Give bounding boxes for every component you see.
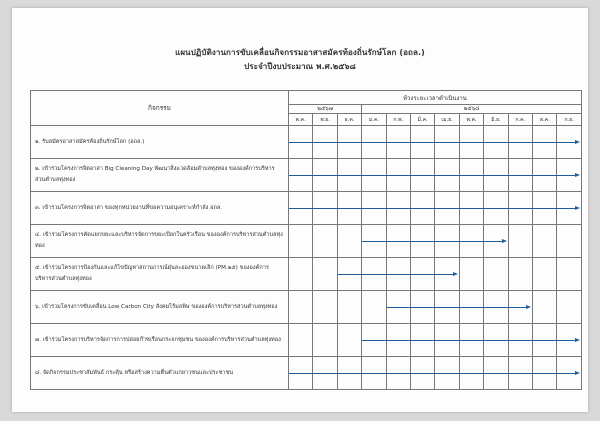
month-cell [337, 159, 361, 192]
month-cell [362, 291, 386, 324]
month-cell [557, 225, 582, 258]
month-cell [362, 225, 386, 258]
month-cell [484, 225, 508, 258]
year-header: ๒๕๖๘ [362, 105, 582, 114]
month-header: มิ.ย. [484, 114, 508, 126]
month-cell [386, 126, 410, 159]
month-cell [508, 159, 532, 192]
month-cell [508, 258, 532, 291]
activity-label: ๖. เข้าร่วมโครงการขับเคลื่อน Low Carbon City สังคมไร้มลพิษ ขององค์การบริหารส่วนตำบลทุ่งทอง [31, 291, 289, 324]
month-cell [386, 225, 410, 258]
table-row [31, 126, 582, 159]
period-header: ห้วงระยะเวลาดำเนินงาน [289, 91, 582, 105]
month-cell [411, 258, 435, 291]
month-cell [289, 159, 313, 192]
month-cell [435, 225, 459, 258]
document-page [12, 8, 588, 412]
month-cell [337, 291, 361, 324]
month-cell [337, 324, 361, 357]
year-header: ๒๕๖๗ [289, 105, 362, 114]
month-cell [289, 225, 313, 258]
month-cell [557, 258, 582, 291]
month-cell [435, 357, 459, 390]
month-cell [459, 126, 483, 159]
month-header: ต.ค. [289, 114, 313, 126]
month-cell [557, 291, 582, 324]
month-cell [313, 291, 337, 324]
month-cell [362, 159, 386, 192]
month-cell [484, 357, 508, 390]
month-header: ส.ค. [533, 114, 557, 126]
month-cell [484, 324, 508, 357]
month-cell [484, 258, 508, 291]
month-cell [313, 192, 337, 225]
month-cell [386, 291, 410, 324]
month-cell [411, 159, 435, 192]
month-cell [313, 258, 337, 291]
month-cell [411, 225, 435, 258]
month-cell [508, 225, 532, 258]
month-cell [533, 357, 557, 390]
page-title: แผนปฏิบัติงานการขับเคลื่อนกิจกรรมอาสาสมัครท้องถิ่นรักษ์โลก (อถล.) [175, 48, 425, 57]
month-cell [435, 192, 459, 225]
month-cell [533, 324, 557, 357]
activity-label: ๑. รับสมัครอาสาสมัครท้องถิ่นรักษ์โลก (อถล.) [31, 126, 289, 159]
table-row [31, 324, 582, 357]
month-cell [557, 357, 582, 390]
month-header: มี.ค. [411, 114, 435, 126]
month-cell [362, 192, 386, 225]
month-cell [508, 291, 532, 324]
month-header: ม.ค. [362, 114, 386, 126]
month-cell [533, 126, 557, 159]
month-cell [484, 126, 508, 159]
month-cell [557, 324, 582, 357]
month-header: เม.ย. [435, 114, 459, 126]
activity-header: กิจกรรม [31, 91, 289, 126]
month-cell [411, 291, 435, 324]
month-cell [362, 324, 386, 357]
month-cell [435, 258, 459, 291]
month-cell [557, 126, 582, 159]
month-cell [386, 258, 410, 291]
month-cell [533, 225, 557, 258]
activity-label: ๓. เข้าร่วมโครงการจิตอาสา ของทุกหน่วยงานที่ขอความอนุเคราะห์กำลัง อถล. [31, 192, 289, 225]
month-cell [459, 324, 483, 357]
month-cell [337, 126, 361, 159]
month-header: ก.ย. [557, 114, 582, 126]
month-cell [337, 192, 361, 225]
month-cell [289, 192, 313, 225]
table-row [31, 357, 582, 390]
plan-table [30, 90, 582, 390]
month-cell [362, 357, 386, 390]
month-cell [313, 126, 337, 159]
month-cell [313, 324, 337, 357]
month-cell [411, 324, 435, 357]
month-cell [289, 258, 313, 291]
month-cell [386, 357, 410, 390]
month-cell [508, 324, 532, 357]
month-cell [533, 258, 557, 291]
month-cell [508, 192, 532, 225]
month-cell [362, 126, 386, 159]
month-cell [435, 126, 459, 159]
month-cell [411, 192, 435, 225]
activity-label: ๕. เข้าร่วมโครงการป้องกันและแก้ไขปัญหาสถานการณ์ฝุ่นละอองขนาดเล็ก (PM.๒๕) ขององค์การบริหารส่วนตำบลทุ่งทอง [31, 258, 289, 291]
activity-label: ๒. เข้าร่วมโครงการจิตอาสา Big Cleaning Day พัฒนาสิ่งแวดล้อมตำบลทุ่งทอง ขององค์การบริหารส่วนตำบลทุ่งทอง [31, 159, 289, 192]
activity-label: ๔. เข้าร่วมโครงการคัดแยกขยะและบริหารจัดการขยะเปียกในครัวเรือน ขององค์การบริหารส่วนตำบลทุ่งทอง [31, 225, 289, 258]
table-row [31, 225, 582, 258]
month-header: ก.พ. [386, 114, 410, 126]
month-cell [557, 192, 582, 225]
month-cell [484, 192, 508, 225]
page-subtitle: ประจำปีงบประมาณ พ.ศ.๒๕๖๘ [244, 62, 356, 71]
month-cell [289, 357, 313, 390]
month-cell [459, 258, 483, 291]
month-cell [435, 159, 459, 192]
month-cell [508, 357, 532, 390]
month-header: พ.ค. [459, 114, 483, 126]
month-cell [533, 159, 557, 192]
month-cell [289, 324, 313, 357]
month-cell [313, 225, 337, 258]
table-row [31, 159, 582, 192]
month-cell [386, 192, 410, 225]
month-cell [362, 258, 386, 291]
month-cell [313, 357, 337, 390]
month-cell [313, 159, 337, 192]
month-cell [557, 159, 582, 192]
month-cell [435, 324, 459, 357]
month-cell [289, 291, 313, 324]
month-cell [386, 324, 410, 357]
month-cell [459, 357, 483, 390]
table-row [31, 258, 582, 291]
month-cell [337, 225, 361, 258]
month-cell [386, 159, 410, 192]
month-cell [411, 357, 435, 390]
month-header: ก.ค. [508, 114, 532, 126]
month-cell [459, 291, 483, 324]
month-cell [533, 192, 557, 225]
month-header: ธ.ค. [337, 114, 361, 126]
month-cell [533, 291, 557, 324]
month-cell [289, 126, 313, 159]
activity-label: ๘. จัดกิจกรรมประชาสัมพันธ์ กระตุ้น หรือสร้างความตื่นตัวแก่ยาวชนและประชาชน [31, 357, 289, 390]
table-row [31, 291, 582, 324]
month-cell [435, 291, 459, 324]
month-header: พ.ย. [313, 114, 337, 126]
table-row [31, 192, 582, 225]
month-cell [337, 258, 361, 291]
month-cell [459, 192, 483, 225]
month-cell [411, 126, 435, 159]
month-cell [459, 159, 483, 192]
month-cell [508, 126, 532, 159]
activity-label: ๗. เข้าร่วมโครงการบริหารจัดการการปล่อยก๊าซเรือนกระจกชุมชน ขององค์การบริหารส่วนตำบลทุ่งทอง [31, 324, 289, 357]
month-cell [484, 159, 508, 192]
month-cell [337, 357, 361, 390]
month-cell [459, 225, 483, 258]
month-cell [484, 291, 508, 324]
